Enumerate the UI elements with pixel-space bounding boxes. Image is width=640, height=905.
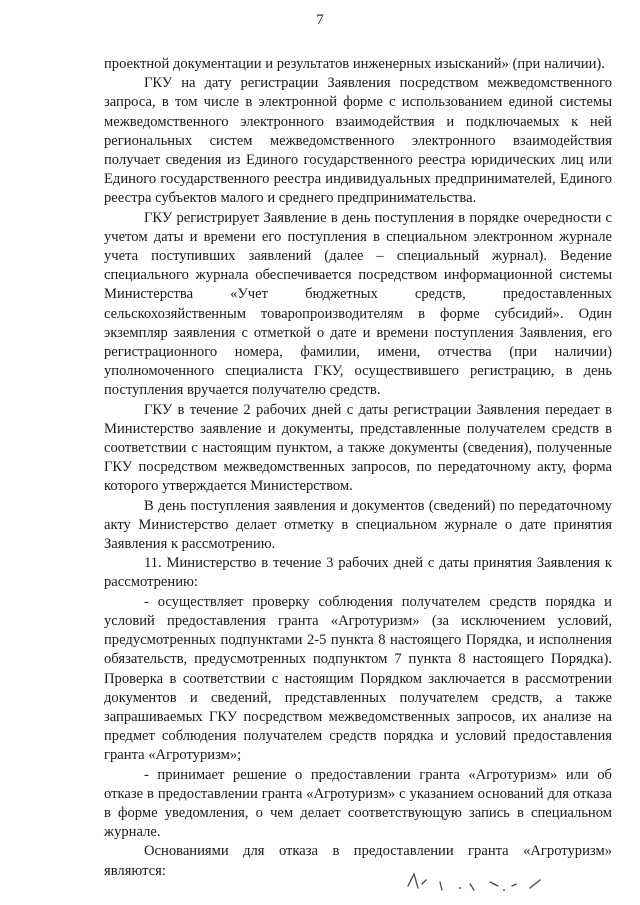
paragraph: В день поступления заявления и документов (сведений) по передаточному акту Министерство делает отметку в специальном журнале о дате принятия Заявления к рассмотрению. — [104, 497, 612, 553]
document-body — [104, 55, 612, 881]
paragraph: ГКУ регистрирует Заявление в день поступления в порядке очередности с учетом даты и времени его поступления в специальном электронном журнале учета поступивших заявлений (далее – специальный журнал). Ведение специального журнала обеспечивается посредством информационной системы Министерства «Учет бюджетных средств, предоставленных сельскохозяйственным товаропроизводителям в форме субсидий». Один экземпляр заявления с отметкой о дате и времени поступления Заявления, его регистрационного номера, фамилии, имени, отчества (при наличии) уполномоченного специалиста ГКУ, осуществившего регистрацию, в день поступления вручается получателю средств. — [104, 209, 612, 399]
signature-scribble — [400, 860, 580, 900]
paragraph: 11. Министерство в течение 3 рабочих дней с даты принятия Заявления к рассмотрению: — [104, 555, 612, 591]
signature-mark — [400, 860, 580, 905]
paragraph: - принимает решение о предоставлении гранта «Агротуризм» или об отказе в предоставлении гранта «Агротуризм» с указанием оснований для отказа в форме уведомления, о чем делает соответствующую запись в специальном журнале. — [104, 766, 612, 841]
page-number: 7 — [316, 12, 324, 28]
paragraph: ГКУ на дату регистрации Заявления посредством межведомственного запроса, в том числе в электронной форме с использованием единой системы межведомственного электронного взаимодействия и подключаемых к ней региональных систем межведомственного электронного взаимодействия получает сведения из Единого государственного реестра юридических лиц или Единого государственного реестра индивидуальных предпринимателей, Единого реестра субъектов малого и среднего предпринимательства. — [104, 75, 612, 207]
paragraph: ГКУ в течение 2 рабочих дней с даты регистрации Заявления передает в Министерство заявление и документы, представленные получателем средств в соответствии с настоящим пунктом, а также документы (сведения), полученные ГКУ посредством межведомственных запросов, по передаточному акту, форма которого утверждается Министерством. — [104, 401, 612, 495]
paragraph: Основаниями для отказа в предоставлении гранта «Агротуризм» являются: — [104, 843, 612, 879]
paragraph: - осуществляет проверку соблюдения получателем средств порядка и условий предоставления гранта «Агротуризм» (за исключением условий, предусмотренных подпунктами 2-5 пункта 8 настоящего Порядка, и исполнения обязательств, предусмотренных подпунктом 7 пункта 8 настоящего Порядка). Проверка в соответствии с настоящим Порядком заключается в рассмотрении документов и сведений, представленных получателем средств, а также запрашиваемых ГКУ посредством межведомственных запросов, их анализе на предмет соблюдения получателем средств порядка и условий предоставления гранта «Агротуризм»; — [104, 593, 612, 764]
paragraph: проектной документации и результатов инженерных изысканий» (при наличии). — [104, 56, 605, 72]
